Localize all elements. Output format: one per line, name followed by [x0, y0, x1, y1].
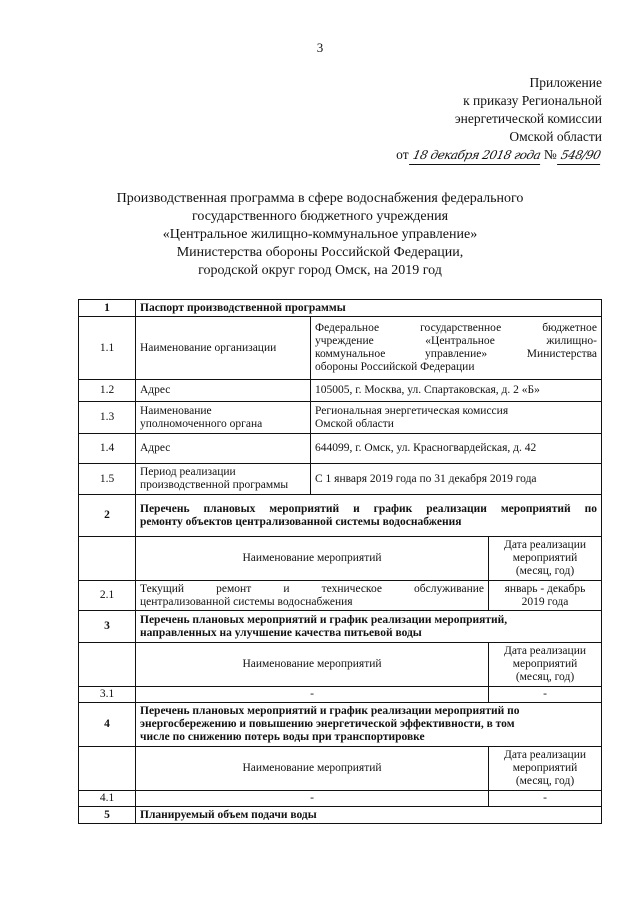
- table-row: [79, 807, 602, 824]
- heading-line: Перечень плановых мероприятий и график реализации мероприятий по: [140, 705, 520, 717]
- document-title: [60, 190, 580, 280]
- value-line: коммунальное управление» Министерства: [315, 348, 597, 360]
- table-row: [79, 402, 602, 434]
- appendix-line: к приказу Региональной: [463, 93, 602, 108]
- header-line: Дата реализации: [504, 645, 586, 657]
- heading-line: направленных на улучшение качества питьевой воды: [140, 626, 422, 639]
- section-heading: [136, 703, 602, 747]
- activity-name: -: [136, 791, 489, 807]
- appendix-line: энергетической комиссии: [454, 111, 602, 126]
- row-number: 1.1: [79, 317, 136, 380]
- heading-line: ремонту объектов централизованной системы водоснабжения: [140, 515, 462, 528]
- activity-date: [489, 581, 602, 611]
- order-date-number: [396, 146, 602, 165]
- row-label: Наименование организации: [136, 317, 311, 380]
- empty-cell: [79, 643, 136, 687]
- header-line: (месяц, год): [515, 671, 575, 683]
- table-row: [79, 581, 602, 611]
- row-number: 2.1: [79, 581, 136, 611]
- activity-date: -: [489, 791, 602, 807]
- appendix-block: [396, 74, 602, 165]
- row-number: 5: [79, 807, 136, 824]
- table-row: [79, 300, 602, 317]
- header-line: Дата реализации: [504, 539, 586, 551]
- row-number: 1: [79, 300, 136, 317]
- date-line: январь - декабрь: [504, 582, 586, 595]
- title-line: Производственная программа в сфере водоснабжения федерального: [116, 191, 524, 206]
- row-label: [136, 464, 311, 495]
- column-header-date: [489, 747, 602, 791]
- table-row: [79, 495, 602, 537]
- section-heading: Паспорт производственной программы: [136, 300, 602, 317]
- column-header-name: Наименование мероприятий: [136, 537, 489, 581]
- title-line: государственного бюджетного учреждения: [191, 209, 449, 224]
- row-number: 3.1: [79, 687, 136, 703]
- table-row: [79, 687, 602, 703]
- column-header-date: [489, 537, 602, 581]
- date-line: 2019 года: [521, 595, 569, 608]
- column-header-name: Наименование мероприятий: [136, 643, 489, 687]
- label-line: производственной программы: [140, 479, 289, 491]
- table-row: [79, 747, 602, 791]
- header-line: (месяц, год): [515, 775, 575, 787]
- page-number: 3: [316, 40, 324, 55]
- value-line: Федеральное государственное бюджетное: [315, 322, 597, 334]
- handwritten-number: 548/90: [557, 146, 604, 165]
- title-line: «Центральное жилищно-коммунальное управление»: [162, 227, 478, 242]
- row-value: 105005, г. Москва, ул. Спартаковская, д. 2 «Б»: [311, 380, 602, 402]
- row-number: 1.4: [79, 434, 136, 464]
- table-row: [79, 643, 602, 687]
- row-label: Адрес: [136, 380, 311, 402]
- title-line: городской округ город Омск, на 2019 год: [198, 263, 442, 278]
- activity-name: [136, 581, 489, 611]
- table-row: [79, 703, 602, 747]
- number-label: №: [543, 147, 557, 162]
- activity-date: -: [489, 687, 602, 703]
- table-row: [79, 464, 602, 495]
- row-value: 644099, г. Омск, ул. Красногвардейская, д. 42: [311, 434, 602, 464]
- value-line: Региональная энергетическая комиссия: [315, 404, 509, 417]
- table-row: [79, 317, 602, 380]
- row-number: 1.5: [79, 464, 136, 495]
- header-line: (месяц, год): [515, 565, 575, 577]
- section-heading: [136, 611, 602, 643]
- activity-line: централизованной системы водоснабжения: [140, 595, 353, 608]
- row-label: [136, 402, 311, 434]
- empty-cell: [79, 747, 136, 791]
- header-line: мероприятий: [512, 762, 578, 774]
- column-header-name: Наименование мероприятий: [136, 747, 489, 791]
- heading-line: энергосбережению и повышению энергетической эффективности, в том: [140, 718, 515, 730]
- appendix-line: Омской области: [509, 129, 602, 144]
- table-row: [79, 537, 602, 581]
- ot-label: от: [396, 147, 409, 162]
- table-row: [79, 791, 602, 807]
- label-line: уполномоченного органа: [140, 417, 263, 430]
- program-table: [78, 299, 602, 824]
- row-number: 4.1: [79, 791, 136, 807]
- activity-name: -: [136, 687, 489, 703]
- row-value: С 1 января 2019 года по 31 декабря 2019 года: [311, 464, 602, 495]
- header-line: мероприятий: [512, 658, 578, 670]
- table-row: [79, 434, 602, 464]
- appendix-line: Приложение: [529, 75, 602, 90]
- header-line: мероприятий: [512, 552, 578, 564]
- row-number: 1.2: [79, 380, 136, 402]
- section-heading: Планируемый объем подачи воды: [136, 807, 602, 824]
- value-line: Омской области: [315, 417, 394, 430]
- row-number: 3: [79, 611, 136, 643]
- title-line: Министерства обороны Российской Федерации,: [176, 245, 464, 260]
- row-value: [311, 317, 602, 380]
- table-row: [79, 380, 602, 402]
- header-line: Дата реализации: [504, 749, 586, 761]
- row-number: 1.3: [79, 402, 136, 434]
- heading-line: Перечень плановых мероприятий и график реализации мероприятий по: [140, 502, 597, 515]
- row-number: 4: [79, 703, 136, 747]
- row-number: 2: [79, 495, 136, 537]
- empty-cell: [79, 537, 136, 581]
- label-line: Период реализации: [140, 466, 236, 478]
- table-row: [79, 611, 602, 643]
- section-heading: [136, 495, 602, 537]
- value-line: обороны Российской Федерации: [315, 361, 475, 373]
- value-line: учреждение «Центральное жилищно-: [315, 335, 597, 347]
- row-value: [311, 402, 602, 434]
- heading-line: числе по снижению потерь воды при транспортировке: [140, 731, 425, 743]
- activity-line: Текущий ремонт и техническое обслуживание: [140, 582, 484, 595]
- column-header-date: [489, 643, 602, 687]
- row-label: Адрес: [136, 434, 311, 464]
- handwritten-date: 18 декабря 2018 года: [409, 146, 544, 165]
- label-line: Наименование: [140, 404, 212, 417]
- heading-line: Перечень плановых мероприятий и график реализации мероприятий,: [140, 613, 508, 626]
